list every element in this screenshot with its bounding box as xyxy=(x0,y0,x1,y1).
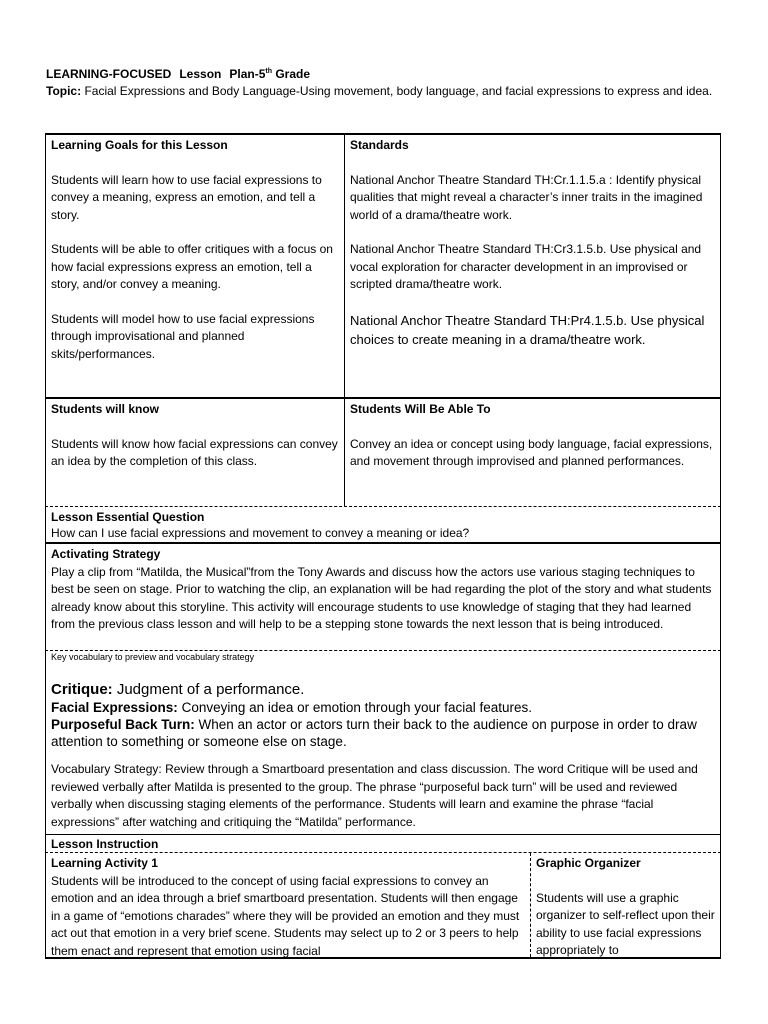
learning-goal-item: Students will be able to offer critiques with a focus on how facial expressions express an emotion, tell a story, and/or convey a meaning. xyxy=(51,242,333,291)
vocabulary-strategy-text: Vocabulary Strategy: Review through a Smartboard presentation and class discussion. The word Critique will be used and reviewed verbally after Matilda is presented to the group. The phrase “purposeful back turn” will be used and reviewed verbally when discussing staging elements of the performance. Students will learn and examine the phrase “facial expressions” after watching and critiquing the “Matilda” performance. xyxy=(51,762,698,829)
standard-item: National Anchor Theatre Standard TH:Cr3.1.5.b. Use physical and vocal exploration for character development in an improvised or scripted drama/theatre work. xyxy=(350,242,702,291)
standards-cell xyxy=(345,135,720,397)
back-turn-definition xyxy=(51,716,715,750)
activating-strategy-cell xyxy=(46,544,720,650)
students-able-text: Convey an idea or concept using body language, facial expressions, and movement through improvised and planned performances. xyxy=(350,436,713,468)
graphic-organizer-text: Students will use a graphic organizer to self-reflect upon their ability to use facial expressions appropriately to xyxy=(536,890,715,957)
know-able-section xyxy=(45,399,721,507)
activating-strategy-text: Play a clip from “Matilda, the Musical”from the Tony Awards and discuss how the actors use various staging techniques to best be seen on stage. Prior to watching the clip, an explanation will be had regarding the plot of the story and what students already know about this storyline. This activity will encourage students to use knowledge of staging that they had learned from the previous class lesson and will help to be a stepping stone towards the next lesson that is being introduced. xyxy=(51,564,712,631)
document-title xyxy=(46,66,726,83)
title-part-a: LEARNING-FOCUSED xyxy=(46,67,172,81)
critique-def: Judgment of a performance. xyxy=(112,681,305,698)
facial-expressions-term: Facial Expressions: xyxy=(51,700,178,715)
lesson-instruction-cell xyxy=(46,835,720,852)
students-able-cell xyxy=(345,399,720,506)
title-part-b: Lesson xyxy=(179,67,222,81)
topic-line xyxy=(46,83,726,100)
back-turn-term: Purposeful Back Turn: xyxy=(51,717,195,732)
vocabulary-section xyxy=(45,651,721,835)
standard-item: National Anchor Theatre Standard TH:Cr.1.1.5.a : Identify physical qualities that might reveal a character’s inner traits in the imagined world of a drama/theatre work. xyxy=(350,172,703,222)
students-will-know-cell xyxy=(46,399,345,506)
lesson-instruction-heading: Lesson Instruction xyxy=(51,837,159,851)
learning-activity-text: Students will be introduced to the concept of using facial expressions to convey an emotion and an idea through a brief smartboard presentation. Students will then engage in a game of “emotions charades” where they will be provided an emotion and they must act out that emotion in a very brief scene. Students may select up to 2 or 3 peers to help them enact and represent that emotion using facial xyxy=(51,873,520,958)
learning-activity-heading: Learning Activity 1 xyxy=(51,856,158,870)
critique-definition xyxy=(51,680,715,699)
title-superscript: th xyxy=(265,68,272,75)
standard-item: National Anchor Theatre Standard TH:Pr4.1.5.b. Use physical choices to create meaning in a drama/theatre work. xyxy=(350,312,705,347)
activity-organizer-section xyxy=(45,853,721,959)
facial-expressions-def: Conveying an idea or emotion through your facial features. xyxy=(177,700,533,715)
essential-question-cell xyxy=(46,507,720,542)
learning-goals-heading: Learning Goals for this Lesson xyxy=(51,138,228,152)
back-turn-def: When an actor or actors turn their back to the audience on purpose in order to draw attention to something or someone else on stage. xyxy=(51,717,697,749)
learning-goal-item: Students will learn how to use facial expressions to convey a meaning, express an emotion, and tell a story. xyxy=(51,172,322,222)
graphic-organizer-heading: Graphic Organizer xyxy=(536,856,641,870)
learning-goals-cell xyxy=(46,135,345,397)
critique-term: Critique: xyxy=(51,681,113,698)
standards-heading: Standards xyxy=(350,138,409,152)
students-able-heading: Students Will Be Able To xyxy=(350,402,491,416)
lesson-instruction-section xyxy=(45,835,721,853)
students-will-know-heading: Students will know xyxy=(51,402,160,416)
document-header xyxy=(46,66,726,100)
learning-activity-cell xyxy=(46,853,531,957)
goals-standards-section xyxy=(45,133,721,399)
vocabulary-cell xyxy=(46,651,720,834)
activating-strategy-section xyxy=(45,544,721,651)
essential-question-heading: Lesson Essential Question xyxy=(51,510,205,524)
topic-text: Facial Expressions and Body Language-Using movement, body language, and facial expressions to express and idea. xyxy=(81,84,713,98)
activating-strategy-heading: Activating Strategy xyxy=(51,547,161,561)
facial-expressions-definition xyxy=(51,699,715,716)
title-part-c: Plan-5 xyxy=(229,67,266,81)
topic-label: Topic: xyxy=(46,84,82,98)
vocabulary-heading: Key vocabulary to preview and vocabulary strategy xyxy=(51,652,255,662)
title-part-d: Grade xyxy=(271,67,310,81)
graphic-organizer-cell xyxy=(531,853,720,957)
essential-question-section xyxy=(45,507,721,544)
students-will-know-text: Students will know how facial expressions can convey an idea by the completion of this class. xyxy=(51,436,338,468)
learning-goal-item: Students will model how to use facial expressions through improvisational and planned skits/performances. xyxy=(51,311,315,361)
essential-question-text: How can I use facial expressions and movement to convey a meaning or idea? xyxy=(51,526,470,540)
